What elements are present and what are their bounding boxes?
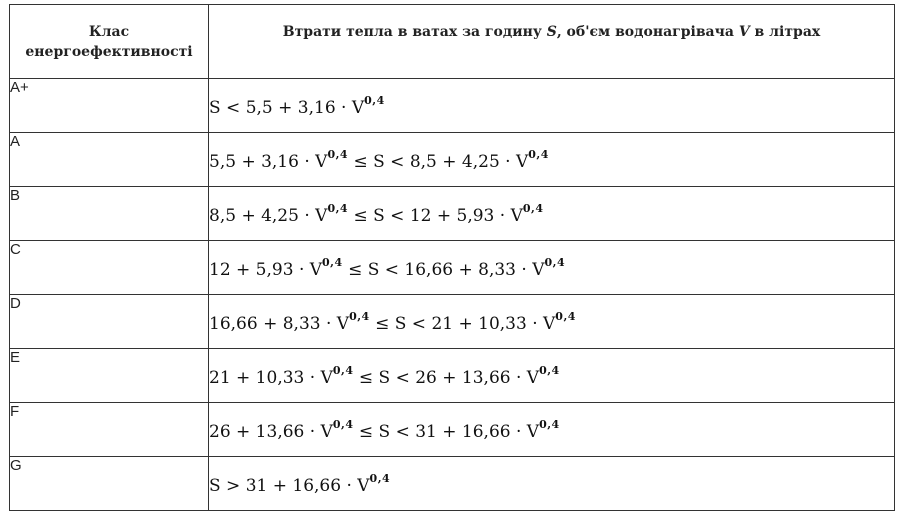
heat-loss-formula xyxy=(209,187,895,241)
header-loss-part2: , об'єм водонагрівача xyxy=(556,24,739,40)
formula-exponent-tail: 0,4 xyxy=(539,363,560,377)
formula-tail: ≤ S < 12 + 5,93 · V xyxy=(348,205,523,226)
table-row xyxy=(10,403,895,457)
table-row xyxy=(10,349,895,403)
header-class-line1: Клас xyxy=(88,24,130,40)
heat-loss-formula xyxy=(209,457,895,511)
formula-exponent: 0,4 xyxy=(332,363,354,377)
heat-loss-formula xyxy=(209,133,895,187)
formula-exponent: 0,4 xyxy=(322,255,343,269)
formula-main: 21 + 10,33 · V xyxy=(209,367,333,388)
header-loss-var-v: V xyxy=(738,24,750,40)
energy-class-cell: E xyxy=(10,349,209,403)
formula-exponent: 0,4 xyxy=(364,93,385,107)
energy-class-cell: C xyxy=(10,241,209,295)
formula-main: 8,5 + 4,25 · V xyxy=(209,205,328,226)
formula-tail: ≤ S < 31 + 16,66 · V xyxy=(353,421,540,442)
formula-tail: ≤ S < 8,5 + 4,25 · V xyxy=(348,151,529,172)
formula-exponent: 0,4 xyxy=(327,201,349,215)
heat-loss-formula xyxy=(209,79,895,133)
formula-main: S < 5,5 + 3,16 · V xyxy=(209,97,365,118)
heat-loss-formula xyxy=(209,403,895,457)
header-class-line2: енергоефективності xyxy=(25,44,193,60)
energy-class-cell: G xyxy=(10,457,209,511)
formula-main: 26 + 13,66 · V xyxy=(209,421,333,442)
header-loss-part3: в літрах xyxy=(749,24,821,40)
header-loss-var-s: S xyxy=(546,24,557,40)
heat-loss-formula xyxy=(209,295,895,349)
formula-exponent: 0,4 xyxy=(349,309,370,323)
energy-class-cell: A xyxy=(10,133,209,187)
energy-class-cell: F xyxy=(10,403,209,457)
table-row xyxy=(10,457,895,511)
table-row xyxy=(10,295,895,349)
formula-exponent-tail: 0,4 xyxy=(544,255,566,269)
header-energy-class xyxy=(10,5,209,79)
energy-class-cell: A+ xyxy=(10,79,209,133)
header-heat-loss xyxy=(209,5,895,79)
table-row xyxy=(10,187,895,241)
formula-main: 5,5 + 3,16 · V xyxy=(209,151,328,172)
energy-efficiency-table xyxy=(9,4,895,511)
formula-exponent-tail: 0,4 xyxy=(528,147,549,161)
table-row xyxy=(10,79,895,133)
header-loss-part1: Втрати тепла в ватах за годину xyxy=(282,24,547,40)
formula-exponent-tail: 0,4 xyxy=(555,309,576,323)
table-row xyxy=(10,133,895,187)
table-row xyxy=(10,241,895,295)
formula-main: 16,66 + 8,33 · V xyxy=(209,313,350,334)
formula-main: S > 31 + 16,66 · V xyxy=(209,475,370,496)
formula-tail: ≤ S < 21 + 10,33 · V xyxy=(369,313,556,334)
formula-main: 12 + 5,93 · V xyxy=(209,259,323,280)
formula-exponent: 0,4 xyxy=(332,417,354,431)
table-header-row xyxy=(10,5,895,79)
formula-tail: ≤ S < 26 + 13,66 · V xyxy=(353,367,540,388)
heat-loss-formula xyxy=(209,241,895,295)
formula-exponent-tail: 0,4 xyxy=(522,201,544,215)
formula-exponent: 0,4 xyxy=(369,471,391,485)
heat-loss-formula xyxy=(209,349,895,403)
energy-class-cell: D xyxy=(10,295,209,349)
formula-exponent: 0,4 xyxy=(327,147,349,161)
formula-tail: ≤ S < 16,66 + 8,33 · V xyxy=(342,259,545,280)
formula-exponent-tail: 0,4 xyxy=(539,417,560,431)
energy-class-cell: B xyxy=(10,187,209,241)
